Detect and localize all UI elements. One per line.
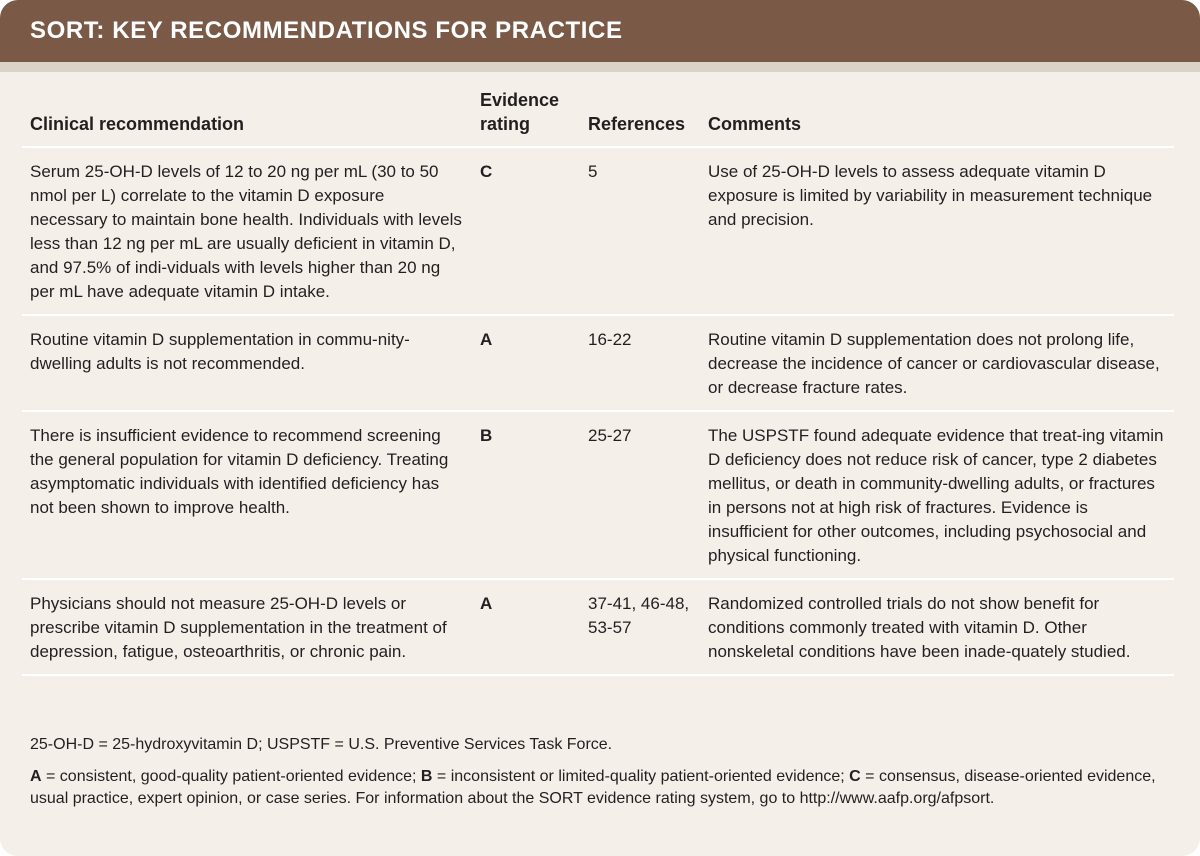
cell-recommendation: There is insufficient evidence to recommend screening the general population for vitamin D deficiency. Treating asymptomatic individuals with identified deficiency has not been shown to improve health. <box>22 411 472 579</box>
sort-key-c-text: = consensus, disease-oriented evidence, usual practice, expert opinion, or case series. For information about the SORT evidence rating system, go to http://www.aafp.org/afpsort. <box>30 768 1156 807</box>
header-evidence-rating-line1: Evidence <box>480 90 560 110</box>
footnote-abbreviations: 25-OH-D = 25-hydroxyvitamin D; USPSTF = U.S. Preventive Services Task Force. <box>30 736 613 753</box>
cell-references: 16-22 <box>580 315 700 411</box>
cell-references: 25-27 <box>580 411 700 579</box>
header-references: References <box>580 88 700 147</box>
cell-recommendation: Physicians should not measure 25-OH-D levels or prescribe vitamin D supplementation in the treatment of depression, fatigue, osteoarthritis, or chronic pain. <box>22 579 472 675</box>
cell-recommendation: Serum 25-OH-D levels of 12 to 20 ng per mL (30 to 50 nmol per L) correlate to the vitamin D exposure necessary to maintain bone health. Individuals with levels less than 12 ng per mL are usually deficient in vitamin D, and 97.5% of indi-viduals with levels higher than 20 ng per mL have adequate vitamin D intake. <box>22 147 472 315</box>
page-title: SORT: KEY RECOMMENDATIONS FOR PRACTICE <box>30 17 623 44</box>
title-bar <box>0 0 1200 62</box>
table-header-row <box>22 88 1174 147</box>
cell-rating: B <box>472 411 580 579</box>
title-divider <box>0 62 1200 72</box>
cell-comments: Randomized controlled trials do not show benefit for conditions commonly treated with vitamin D. Other nonskeletal conditions have been inade-quately studied. <box>700 579 1174 675</box>
sort-key-a: A <box>30 768 42 785</box>
sort-key-a-text: = consistent, good-quality patient-oriented evidence; <box>41 768 421 785</box>
cell-rating: C <box>472 147 580 315</box>
table-panel <box>0 72 1186 856</box>
recommendations-table <box>22 88 1174 676</box>
footnote-sort-key <box>30 766 1180 810</box>
cell-comments: Routine vitamin D supplementation does not prolong life, decrease the incidence of cancer or cardiovascular disease, or decrease fracture rates. <box>700 315 1174 411</box>
cell-recommendation: Routine vitamin D supplementation in commu-nity-dwelling adults is not recommended. <box>22 315 472 411</box>
header-evidence-rating-line2: rating <box>480 114 531 134</box>
table-row <box>22 315 1174 411</box>
sort-key-b-text: = inconsistent or limited-quality patient-oriented evidence; <box>432 768 850 785</box>
table-row <box>22 147 1174 315</box>
header-comments: Comments <box>700 88 1174 147</box>
table-row <box>22 579 1174 675</box>
table-row <box>22 411 1174 579</box>
cell-rating: A <box>472 579 580 675</box>
header-evidence-rating <box>472 88 580 147</box>
cell-comments: Use of 25-OH-D levels to assess adequate vitamin D exposure is limited by variability in measurement technique and precision. <box>700 147 1174 315</box>
header-clinical-recommendation: Clinical recommendation <box>22 88 472 147</box>
cell-rating: A <box>472 315 580 411</box>
cell-references: 5 <box>580 147 700 315</box>
cell-comments: The USPSTF found adequate evidence that treat-ing vitamin D deficiency does not reduce risk of cancer, type 2 diabetes mellitus, or death in community-dwelling adults, or fractures in persons not at high risk of fractures. Evidence is insufficient for other outcomes, including psychosocial and physical functioning. <box>700 411 1174 579</box>
sort-key-b: B <box>420 768 433 785</box>
sort-key-c: C <box>849 768 861 785</box>
cell-references: 37-41, 46-48, 53-57 <box>580 579 700 675</box>
